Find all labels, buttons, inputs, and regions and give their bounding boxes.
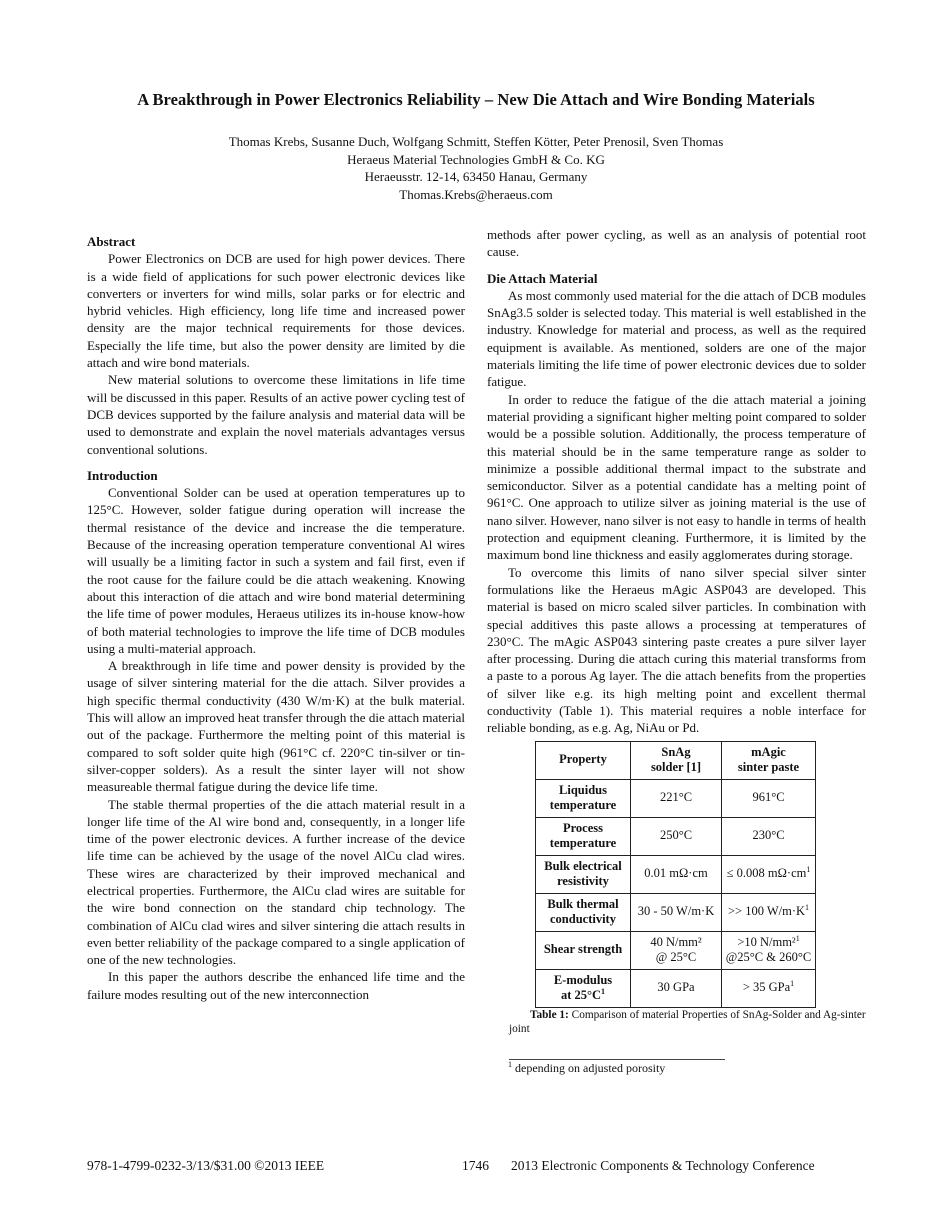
magic-value: >10 N/mm²$^1$ @25°C & 260°C bbox=[722, 931, 816, 969]
table-row bbox=[536, 817, 816, 855]
email: Thomas.Krebs@heraeus.com bbox=[399, 186, 553, 202]
magic-value: > 35 GPa$^1$ bbox=[722, 969, 816, 1007]
snag-value: 30 - 50 W/m·K bbox=[631, 893, 722, 931]
footer-conference: 2013 Electronic Components & Technology Conference bbox=[511, 1158, 815, 1173]
row-label: Process temperature bbox=[536, 817, 631, 855]
caption-label: Table 1: bbox=[530, 1008, 569, 1021]
snag-value: 40 N/mm² @ 25°C bbox=[631, 931, 722, 969]
magic-value: 961°C bbox=[722, 779, 816, 817]
footer-page-number: 1746 bbox=[462, 1158, 489, 1173]
row-label: Liquidus temperature bbox=[536, 779, 631, 817]
snag-value: 250°C bbox=[631, 817, 722, 855]
address: Heraeusstr. 12-14, 63450 Hanau, Germany bbox=[364, 169, 588, 185]
table-row bbox=[536, 855, 816, 893]
footnote bbox=[487, 1060, 866, 1077]
magic-value: 230°C bbox=[722, 817, 816, 855]
table-row bbox=[536, 969, 816, 1007]
table-caption bbox=[487, 1008, 866, 1037]
magic-value: >> 100 $W/m\cdot K^1$ bbox=[722, 893, 816, 931]
introduction-paragraph: A breakthrough in life time and power density is provided by the usage of silver sintering material for the die attach. Silver provides a high specific thermal conductivity (430 W/m·K) at the bulk material. This will allow an improved heat transfer through the die attach material out of the package. Furthermore the melting point of this material is compared to soft solder quite high (961°C cf. 220°C tin-silver or tin-silver-copper solders). As a result the sinter layer will not show measureable thermal fatigue during the device life time. bbox=[87, 658, 465, 795]
abstract-paragraph: Power Electronics on DCB are used for high power devices. There is a wide field of applications for such power electronic devices like converters or inverters for wind mills, solar parks or for electric and hybrid vehicles. High efficiency, long life time and increased power density are the major technical requirements for those devices. Especially the life time, but also the power density are limited by die attach and wire bond materials. bbox=[87, 251, 465, 371]
table-row bbox=[536, 931, 816, 969]
snag-value: 30 GPa bbox=[631, 969, 722, 1007]
affiliation: Heraeus Material Technologies GmbH & Co. KG bbox=[347, 151, 605, 167]
footnote-mark: 1 bbox=[508, 1059, 512, 1069]
table-row bbox=[536, 893, 816, 931]
die-attach-heading: Die Attach Material bbox=[487, 270, 598, 286]
row-label: E-modulus at $25^\circ C^1$ bbox=[536, 969, 631, 1007]
left-column bbox=[87, 232, 465, 1003]
introduction-paragraph: Conventional Solder can be used at operation temperatures up to 125°C. However, solder fatigue during operation will increase the thermal resistance of the device and increase the die temperature. Because of the increasing operation temperature conventional Al wires will usually be a limiting factor in such a system and fail first, even if the root cause for the failure could be die attach weakening. Knowing about this interaction of die attach and wire bond material determining the life time of power modules, Heraeus utilizes its in-house know-how of both material technologies to improve the life time of DCB modules using a multi-material approach. bbox=[87, 485, 465, 656]
abstract-paragraph: New material solutions to overcome these limitations in life time will be discussed in this paper. Results of an active power cycling test of DCB devices supported by the failure analysis and material data will be used to demonstrate and explain the novel materials advantages versus conventional solutions. bbox=[87, 372, 465, 457]
magic-value: ≤ 0.008 $m\Omega\cdot cm^1$ bbox=[722, 855, 816, 893]
table-header-row bbox=[536, 741, 816, 779]
footnote-text: depending on adjusted porosity bbox=[515, 1060, 666, 1075]
author-block bbox=[120, 133, 832, 203]
authors: Thomas Krebs, Susanne Duch, Wolfgang Schmitt, Steffen Kötter, Peter Prenosil, Sven Thomas bbox=[228, 134, 724, 149]
right-column bbox=[487, 226, 866, 1077]
snag-value: 0.01 mΩ·cm bbox=[631, 855, 722, 893]
material-properties-table bbox=[535, 741, 816, 1008]
paper-title: A Breakthrough in Power Electronics Reliability – New Die Attach and Wire Bonding Materials bbox=[137, 90, 815, 109]
continued-paragraph: methods after power cycling, as well as an analysis of potential root cause. bbox=[487, 227, 866, 260]
introduction-paragraph: The stable thermal properties of the die attach material result in a longer life time of the Al wire bond and, consequently, in a longer life time of the power electronic devices. A further increase of the device life time can be achieved by the usage of the novel AlCu clad wires. These wires are characterized by their improved mechanical and electrical properties. Furthermore, the AlCu clad wires are suitable for the wire bond connection on the standard chip technology. The combination of AlCu clad wires and silver sintering die attach results in even better reliability of the package compared to a single application of one of the new technologies. bbox=[87, 796, 465, 968]
snag-value: 221°C bbox=[631, 779, 722, 817]
abstract-heading: Abstract bbox=[87, 234, 136, 249]
die-attach-paragraph: In order to reduce the fatigue of the die attach material a joining material providing a significant higher melting point compared to solder would be a possible solution. Additionally, the process temperature of this material should be in the same temperature range as solder to minimize a possible additional thermal impact to the substrate and semiconductor. Silver as a potential candidate has a melting point of 961°C. One approach to utilize silver as joining material is the use of nano silver. However, nano silver is not easy to handle in terms of health protection and equipment cleaning. Furthermore, it is limited by the maximum bond line thickness and easily agglomerates during storage. bbox=[487, 391, 866, 563]
header-property: Property bbox=[536, 741, 631, 779]
footer-isbn: 978-1-4799-0232-3/13/$31.00 ©2013 IEEE bbox=[87, 1158, 325, 1173]
row-label: Shear strength bbox=[536, 931, 631, 969]
die-attach-paragraph: As most commonly used material for the die attach of DCB modules SnAg3.5 solder is selected today. This material is well established in the industry. Knowledge for material and process, as well as the required equipment is available. As mentioned, solders are one of the major materials limiting the life time of power electronic devices due to solder fatigue. bbox=[487, 287, 866, 390]
header-snag: SnAg solder [1] bbox=[631, 741, 722, 779]
table-row bbox=[536, 779, 816, 817]
introduction-paragraph: In this paper the authors describe the enhanced life time and the failure modes resulting out of the new interconnection bbox=[87, 969, 465, 1002]
die-attach-paragraph: To overcome this limits of nano silver special silver sinter formulations like the Heraeus mAgic ASP043 are developed. This material is based on micro scaled silver particles. In combination with special additives this paste allows a processing at temperatures of 230°C. The mAgic ASP043 sintering paste creates a pure silver layer after processing. During die attach curing this material transforms from a paste to a porous Ag layer. The die attach benefits from the properties of silver like e.g. its high melting point and excellent thermal conductivity (Table 1). This material requires a noble interface for reliable bonding, as e.g. Ag, NiAu or Pd. bbox=[487, 564, 866, 736]
caption-text: Comparison of material Properties of SnAg-Solder and Ag-sinter joint bbox=[509, 1008, 866, 1036]
row-label: Bulk thermal conductivity bbox=[536, 893, 631, 931]
introduction-heading: Introduction bbox=[87, 467, 158, 483]
row-label: Bulk electrical resistivity bbox=[536, 855, 631, 893]
header-magic: mAgic sinter paste bbox=[722, 741, 816, 779]
